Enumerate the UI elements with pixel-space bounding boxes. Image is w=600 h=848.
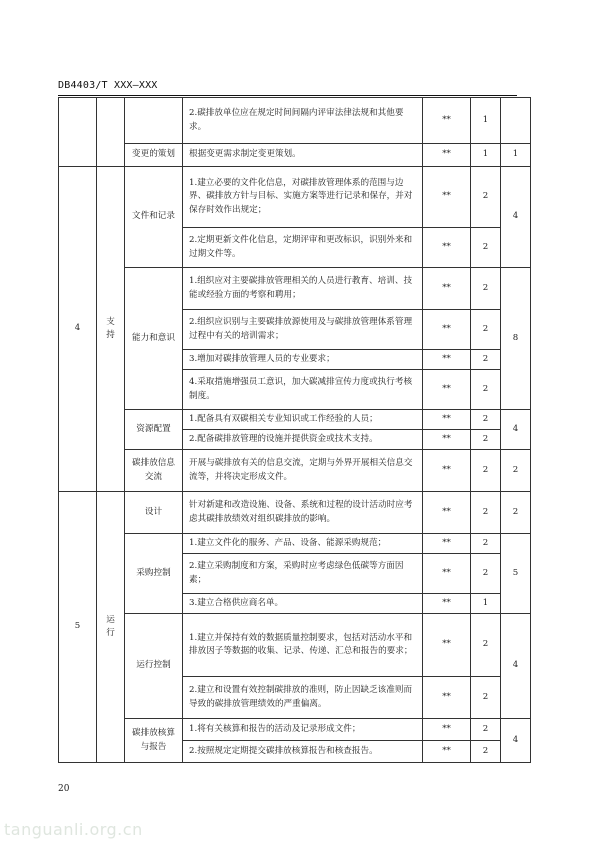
- requirement-cell: 2.建立采购制度和方案，采购时应考虑绿色低碳等方面因素；: [183, 554, 423, 594]
- total-cell: 1: [501, 144, 531, 167]
- level-cell: **: [423, 741, 471, 763]
- table-row: [59, 167, 531, 228]
- level-cell: **: [423, 430, 471, 450]
- sub-item-cell: 运行控制: [125, 614, 183, 719]
- total-cell: 4: [501, 167, 531, 268]
- sub-item-cell: 碳排放核算与报告: [125, 719, 183, 763]
- score-cell: 2: [471, 554, 501, 594]
- score-cell: 2: [471, 370, 501, 410]
- section-num-cell: 5: [59, 492, 97, 763]
- sub-item-cell: 设计: [125, 492, 183, 534]
- sub-item-cell: 资源配置: [125, 410, 183, 450]
- level-cell: **: [423, 310, 471, 350]
- level-cell: **: [423, 677, 471, 719]
- score-cell: 2: [471, 268, 501, 310]
- requirement-cell: 3.建立合格供应商名单。: [183, 594, 423, 614]
- score-cell: 2: [471, 167, 501, 228]
- requirement-cell: 1.组织应对主要碳排放管理相关的人员进行教育、培训、技能或经验方面的考察和聘用；: [183, 268, 423, 310]
- table-row: [59, 614, 531, 677]
- level-cell: **: [423, 268, 471, 310]
- requirement-cell: 开展与碳排放有关的信息交流，定期与外界开展相关信息交流等，并将决定形成文件。: [183, 450, 423, 492]
- table-row: [59, 410, 531, 430]
- level-cell: **: [423, 534, 471, 554]
- level-cell: **: [423, 98, 471, 144]
- requirement-cell: 2.组织应识别与主要碳排放源使用及与碳排放管理体系管理过程中有关的培训需求；: [183, 310, 423, 350]
- level-cell: **: [423, 144, 471, 167]
- sub-cell-empty: [125, 98, 183, 144]
- total-cell: 5: [501, 534, 531, 614]
- total-cell: 2: [501, 450, 531, 492]
- score-cell: 2: [471, 430, 501, 450]
- level-cell: **: [423, 350, 471, 370]
- score-cell: 2: [471, 614, 501, 677]
- level-cell: **: [423, 228, 471, 268]
- requirement-cell: 4.采取措施增强员工意识，加大碳减排宣传力度或执行考核制度。: [183, 370, 423, 410]
- score-cell: 2: [471, 741, 501, 763]
- clause-cell-empty: [97, 98, 125, 167]
- clause-cell: 支持: [97, 167, 125, 492]
- sub-item-cell: 碳排放信息交流: [125, 450, 183, 492]
- score-cell: 1: [471, 144, 501, 167]
- table-row: [59, 450, 531, 492]
- score-cell: 2: [471, 350, 501, 370]
- requirement-cell: 2.配备碳排放管理的设施并提供资金或技术支持。: [183, 430, 423, 450]
- num-cell-empty: [59, 98, 97, 167]
- header-rule: [58, 95, 517, 96]
- total-cell: 8: [501, 268, 531, 410]
- level-cell: **: [423, 492, 471, 534]
- score-cell: 1: [471, 98, 501, 144]
- requirement-cell: 1.配备具有双碳相关专业知识或工作经验的人员；: [183, 410, 423, 430]
- watermark-text: tanguanli.org.cn: [4, 820, 143, 839]
- score-cell: 1: [471, 594, 501, 614]
- total-cell: 4: [501, 410, 531, 450]
- requirement-cell: 2.碳排放单位应在规定时间间隔内评审法律法规和其他要求。: [183, 98, 423, 144]
- level-cell: **: [423, 614, 471, 677]
- score-cell: 2: [471, 410, 501, 430]
- score-cell: 2: [471, 719, 501, 741]
- requirement-cell: 2.建立和设置有效控制碳排放的准则，防止因缺乏该准则而导致的碳排放管理绩效的严重偏离。: [183, 677, 423, 719]
- table-row: [59, 719, 531, 741]
- requirement-cell: 1.将有关核算和报告的活动及记录形成文件；: [183, 719, 423, 741]
- requirement-cell: 针对新建和改造设施、设备、系统和过程的设计活动时应考虑其碳排放绩效对组织碳排放的影响。: [183, 492, 423, 534]
- evaluation-table: [58, 97, 531, 763]
- level-cell: **: [423, 370, 471, 410]
- sub-item-cell: 采购控制: [125, 534, 183, 614]
- page-number: 20: [58, 784, 70, 794]
- doc-code: DB4403/T XXX—XXX: [58, 80, 158, 91]
- sub-item-cell: 文件和记录: [125, 167, 183, 268]
- requirement-cell: 1.建立必要的文件化信息，对碳排放管理体系的范围与边界、碳排放方针与目标、实施方案等进行记录和保存，并对保存时效作出规定；: [183, 167, 423, 228]
- level-cell: **: [423, 450, 471, 492]
- total-cell: 4: [501, 719, 531, 763]
- sub-item-cell: 能力和意识: [125, 268, 183, 410]
- level-cell: **: [423, 719, 471, 741]
- table-row: [59, 268, 531, 310]
- requirement-cell: 2.按照规定定期提交碳排放核算报告和核查报告。: [183, 741, 423, 763]
- score-cell: 2: [471, 677, 501, 719]
- requirement-cell: 2.定期更新文件化信息，定期评审和更改标识，识别外来和过期文件等。: [183, 228, 423, 268]
- level-cell: **: [423, 554, 471, 594]
- table-row: [59, 144, 531, 167]
- score-cell: 2: [471, 492, 501, 534]
- clause-cell: 运行: [97, 492, 125, 763]
- level-cell: **: [423, 410, 471, 430]
- total-cell: 4: [501, 614, 531, 719]
- table-row: [59, 534, 531, 554]
- requirement-cell: 3.增加对碳排放管理人员的专业要求；: [183, 350, 423, 370]
- score-cell: 2: [471, 310, 501, 350]
- score-cell: 2: [471, 450, 501, 492]
- requirement-cell: 根据变更需求制定变更策划。: [183, 144, 423, 167]
- score-cell: 2: [471, 534, 501, 554]
- score-cell: 2: [471, 228, 501, 268]
- level-cell: **: [423, 594, 471, 614]
- sub-item-cell: 变更的策划: [125, 144, 183, 167]
- requirement-cell: 1.建立文件化的服务、产品、设备、能源采购规范；: [183, 534, 423, 554]
- requirement-cell: 1.建立并保持有效的数据质量控制要求，包括对活动水平和排放因子等数据的收集、记录、传递、汇总和报告的要求；: [183, 614, 423, 677]
- total-cell: 2: [501, 492, 531, 534]
- table-row: [59, 98, 531, 144]
- table-row: [59, 492, 531, 534]
- total-cell-empty: [501, 98, 531, 144]
- level-cell: **: [423, 167, 471, 228]
- section-num-cell: 4: [59, 167, 97, 492]
